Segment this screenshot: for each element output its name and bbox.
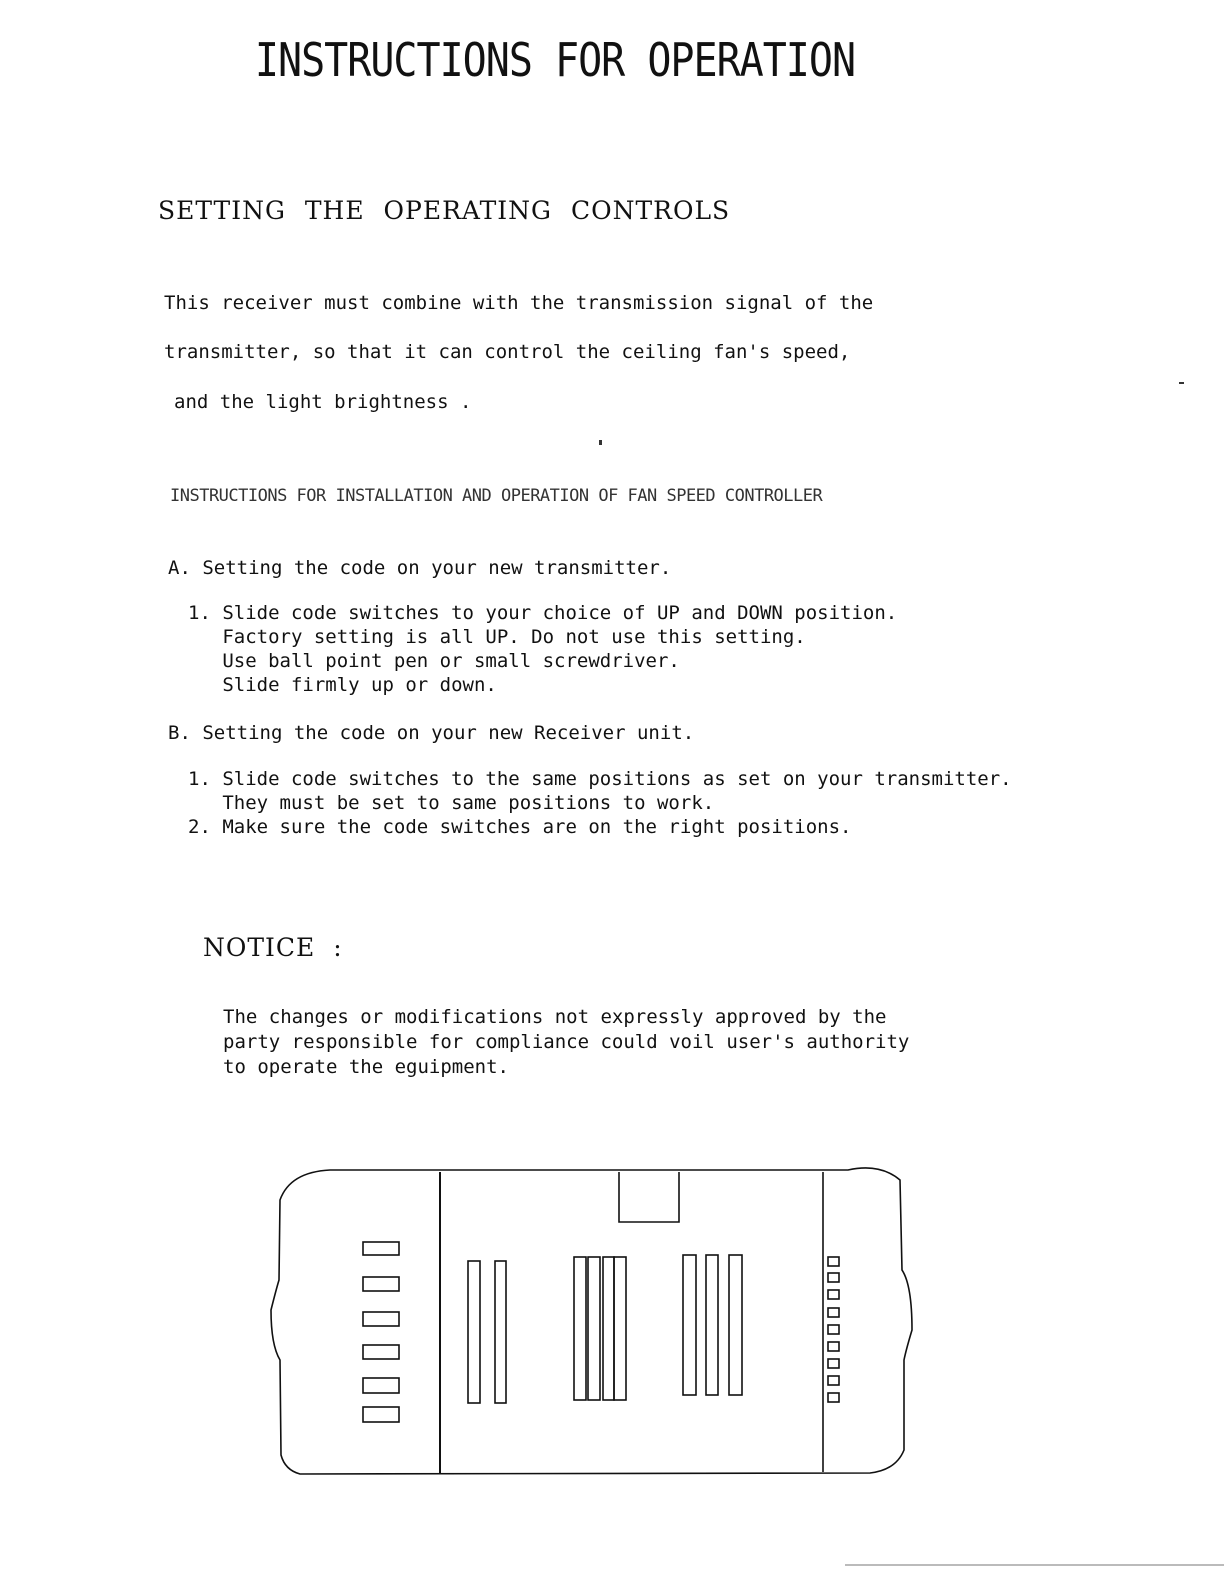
component-bar: [574, 1257, 586, 1400]
component-bar: [706, 1255, 718, 1395]
pin: [828, 1257, 839, 1266]
code-switch: [363, 1378, 399, 1393]
component-bar: [683, 1255, 696, 1395]
code-switch: [363, 1242, 399, 1255]
code-switch: [363, 1407, 399, 1422]
component-bar: [495, 1261, 506, 1403]
section-a-step-line: Factory setting is all UP. Do not use this setting.: [188, 626, 806, 648]
board-outline: [271, 1168, 912, 1474]
code-switch: [363, 1345, 399, 1359]
code-switch: [363, 1312, 399, 1326]
section-b-heading: B. Setting the code on your new Receiver unit.: [168, 722, 695, 744]
section-b-step-line: 2. Make sure the code switches are on the right positions.: [188, 816, 852, 838]
section-a-step-line: 1. Slide code switches to your choice of UP and DOWN position.: [188, 602, 898, 624]
notice-line-3: to operate the eguipment.: [223, 1056, 509, 1078]
top-connector: [619, 1172, 679, 1222]
section-b-step-line: 1. Slide code switches to the same positions as set on your transmitter.: [188, 768, 1012, 790]
notice-line-2: party responsible for compliance could voil user's authority: [223, 1031, 910, 1053]
pin: [828, 1376, 839, 1385]
intro-line-3: and the light brightness .: [174, 391, 472, 413]
section-b-step-line: They must be set to same positions to work.: [188, 792, 715, 814]
component-bar: [468, 1261, 480, 1403]
section-a-step-line: Slide firmly up or down.: [188, 674, 497, 696]
component-bar: [588, 1257, 600, 1400]
page-title: INSTRUCTIONS FOR OPERATION: [254, 34, 856, 88]
component-bar: [614, 1257, 626, 1400]
pin: [828, 1359, 839, 1368]
notice-heading: NOTICE :: [203, 933, 343, 962]
intro-line-2: transmitter, so that it can control the ceiling fan's speed,: [164, 341, 851, 363]
subtitle: INSTRUCTIONS FOR INSTALLATION AND OPERATION OF FAN SPEED CONTROLLER: [170, 486, 823, 506]
component-bar: [729, 1255, 742, 1395]
intro-line-1: This receiver must combine with the transmission signal of the: [164, 292, 874, 314]
pin: [828, 1273, 839, 1282]
component-bar: [603, 1257, 614, 1400]
section-a-step-line: Use ball point pen or small screwdriver.: [188, 650, 680, 672]
pin: [828, 1393, 839, 1402]
section-heading: SETTING THE OPERATING CONTROLS: [158, 196, 731, 225]
code-switch: [363, 1277, 399, 1291]
section-a-heading: A. Setting the code on your new transmitter.: [168, 557, 672, 579]
pin: [828, 1342, 839, 1351]
pin: [828, 1308, 839, 1317]
pin: [828, 1325, 839, 1334]
pin: [828, 1290, 839, 1299]
notice-line-1: The changes or modifications not expressly approved by the: [223, 1006, 887, 1028]
